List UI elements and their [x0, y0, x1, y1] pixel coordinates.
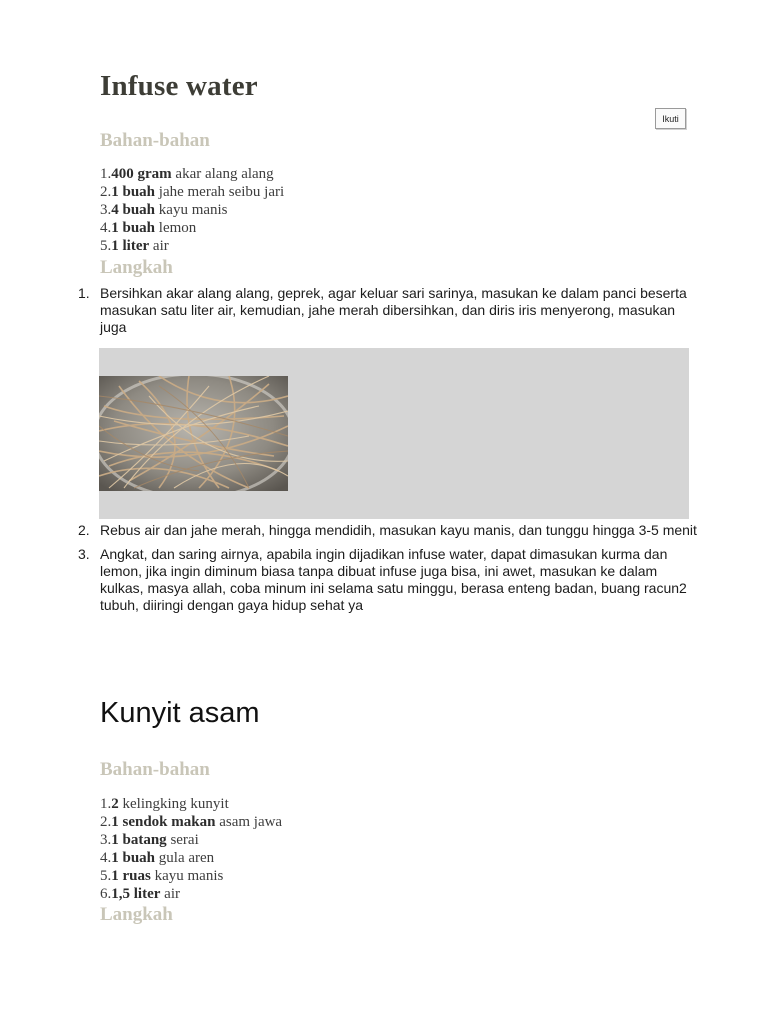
steps-heading-2: Langkah	[100, 904, 173, 925]
steps-heading: Langkah	[100, 257, 173, 278]
ingredient-item: 4.1 buah lemon	[100, 220, 197, 236]
ingredient-item: 3.4 buah kayu manis	[100, 202, 228, 218]
step-photo-container	[99, 348, 689, 519]
ingredients-heading-2: Bahan-bahan	[100, 759, 210, 780]
steps-list-continued	[78, 522, 700, 614]
steps-list	[78, 285, 700, 336]
ingredient-item: 3.1 batang serai	[100, 832, 199, 848]
step-number: 2.	[78, 522, 90, 538]
ingredients-list-2	[100, 795, 282, 903]
step-text: Bersihkan akar alang alang, geprek, agar keluar sari sarinya, masukan ke dalam panci beserta masukan satu liter air, kemudian, jahe merah dibersihkan, dan diris iris menyerong, masukan juga	[100, 285, 687, 335]
step-item	[78, 522, 700, 539]
recipe-title: Infuse water	[100, 70, 258, 102]
step-number: 3.	[78, 546, 90, 562]
step-text: Rebus air dan jahe merah, hingga mendidih, masukan kayu manis, dan tunggu hingga 3-5 menit	[100, 522, 697, 538]
step-text: Angkat, dan saring airnya, apabila ingin dijadikan infuse water, dapat dimasukan kurma dan lemon, jika ingin diminum biasa tanpa dibuat infuse juga bisa, ini awet, masukan ke dalam kulkas, masya allah, coba minum ini selama satu minggu, berasa enteng badan, buang racun2 tubuh, diiringi dengan gaya hidup sehat ya	[100, 546, 687, 613]
step-item	[78, 546, 700, 614]
ingredient-item: 1.2 kelingking kunyit	[100, 796, 229, 812]
ingredient-item: 5.1 liter air	[100, 238, 169, 254]
ingredient-item: 1.400 gram akar alang alang	[100, 166, 274, 182]
step-item	[78, 285, 700, 336]
step-number: 1.	[78, 285, 90, 301]
ingredient-item: 4.1 buah gula aren	[100, 850, 215, 866]
step-photo	[99, 376, 288, 491]
ingredient-item: 2.1 buah jahe merah seibu jari	[100, 184, 285, 200]
ingredient-item: 5.1 ruas kayu manis	[100, 868, 224, 884]
recipe-title-2: Kunyit asam	[100, 697, 260, 729]
ingredients-list	[100, 165, 284, 255]
ingredients-heading: Bahan-bahan	[100, 130, 210, 151]
follow-button[interactable]: Ikuti	[655, 108, 686, 129]
ingredient-item: 2.1 sendok makan asam jawa	[100, 814, 283, 830]
ingredient-item: 6.1,5 liter air	[100, 886, 180, 902]
